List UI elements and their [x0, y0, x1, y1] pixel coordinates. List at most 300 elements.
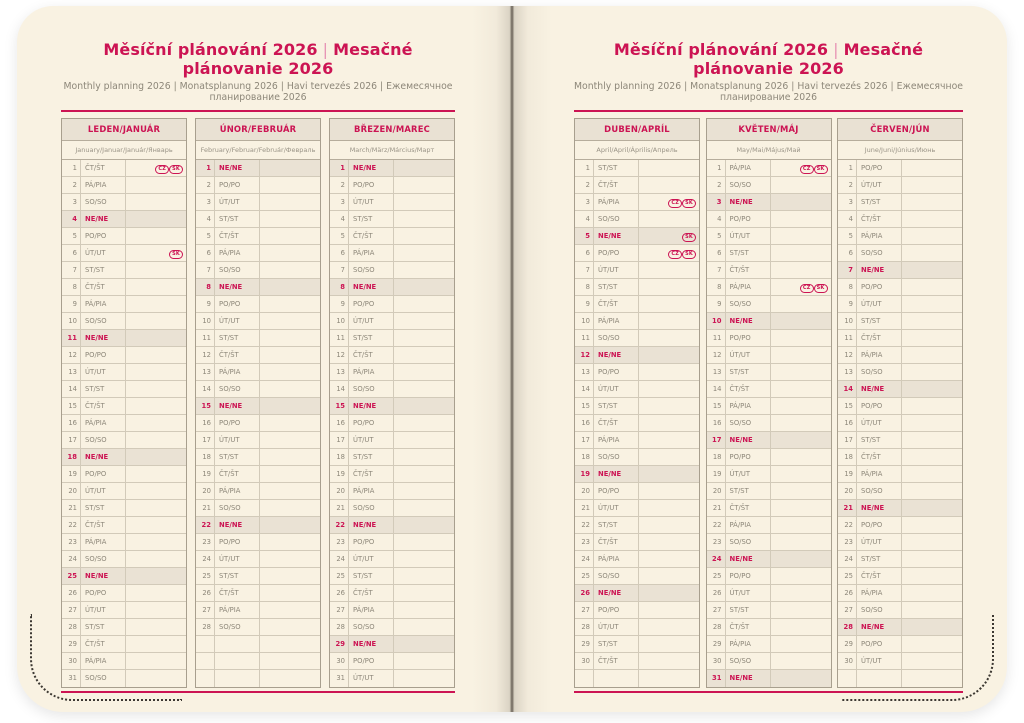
- notes-cell: [639, 432, 699, 448]
- day-row: [575, 381, 699, 398]
- notes-cell: [126, 500, 186, 516]
- weekday-label: NE/NE: [594, 585, 639, 601]
- day-number: 5: [575, 228, 594, 244]
- holiday-badge-sk: SK: [682, 233, 696, 242]
- weekday-label: NE/NE: [594, 228, 639, 244]
- notes-cell: [394, 432, 454, 448]
- weekday-label: [215, 636, 260, 652]
- weekday-label: SO/SO: [857, 602, 902, 618]
- notes-cell: [902, 228, 962, 244]
- day-number: 5: [330, 228, 349, 244]
- day-row: [707, 602, 831, 619]
- day-number: 25: [196, 568, 215, 584]
- day-number: 14: [838, 381, 857, 397]
- weekday-label: ST/ST: [215, 211, 260, 227]
- day-row: [62, 585, 186, 602]
- notes-cell: [260, 364, 320, 380]
- day-row: [838, 585, 962, 602]
- weekday-label: NE/NE: [857, 262, 902, 278]
- page-title: [61, 40, 455, 78]
- day-row: [707, 381, 831, 398]
- day-number: 23: [838, 534, 857, 550]
- day-number: 17: [707, 432, 726, 448]
- notes-cell: [771, 534, 831, 550]
- day-row: [575, 347, 699, 364]
- month-name: KVĚTEN/MÁJ: [707, 119, 831, 141]
- weekday-label: PO/PO: [81, 228, 126, 244]
- day-number: 27: [62, 602, 81, 618]
- day-row: [196, 381, 320, 398]
- day-row: [330, 636, 454, 653]
- day-row: [62, 160, 186, 177]
- weekday-label: NE/NE: [726, 313, 771, 329]
- weekday-label: ST/ST: [594, 398, 639, 414]
- day-row: [707, 279, 831, 296]
- day-number: 13: [707, 364, 726, 380]
- day-row: [330, 330, 454, 347]
- notes-cell: [126, 534, 186, 550]
- weekday-label: PÁ/PIA: [215, 483, 260, 499]
- notes-cell: [771, 228, 831, 244]
- notes-cell: [260, 619, 320, 635]
- day-row: [196, 500, 320, 517]
- day-number: 19: [330, 466, 349, 482]
- day-row: [62, 313, 186, 330]
- day-number: 13: [62, 364, 81, 380]
- day-row: [707, 670, 831, 687]
- holiday-badge-sk: SK: [814, 165, 828, 174]
- holiday-badge-sk: SK: [682, 199, 696, 208]
- weekday-label: PÁ/PIA: [857, 228, 902, 244]
- day-row: [575, 466, 699, 483]
- day-row: [707, 364, 831, 381]
- notes-cell: [639, 228, 699, 244]
- day-row: [330, 415, 454, 432]
- weekday-label: ÚT/UT: [81, 364, 126, 380]
- notes-cell: [771, 517, 831, 533]
- holiday-badge-cz: CZ: [800, 165, 814, 174]
- day-row: [707, 313, 831, 330]
- day-row: [575, 500, 699, 517]
- weekday-label: PÁ/PIA: [857, 466, 902, 482]
- notes-cell: [260, 296, 320, 312]
- notes-cell: [126, 330, 186, 346]
- notes-cell: [639, 534, 699, 550]
- day-number: 9: [196, 296, 215, 312]
- day-row: [330, 177, 454, 194]
- day-number: 3: [575, 194, 594, 210]
- day-row: [838, 517, 962, 534]
- month-table: [61, 118, 187, 688]
- day-number: 29: [838, 636, 857, 652]
- notes-cell: [394, 245, 454, 261]
- notes-cell: [902, 534, 962, 550]
- weekday-label: PÁ/PIA: [215, 245, 260, 261]
- weekday-label: SO/SO: [81, 551, 126, 567]
- day-row: [330, 160, 454, 177]
- month-name: BŘEZEN/MAREC: [330, 119, 454, 141]
- day-row: [707, 534, 831, 551]
- weekday-label: ST/ST: [594, 160, 639, 176]
- right-page-content: [574, 40, 963, 693]
- notes-cell: [639, 551, 699, 567]
- notes-cell: [394, 313, 454, 329]
- day-number: 17: [330, 432, 349, 448]
- notes-cell: [639, 670, 699, 687]
- weekday-label: SO/SO: [857, 364, 902, 380]
- day-row: [838, 347, 962, 364]
- weekday-label: ČT/ŠT: [349, 347, 394, 363]
- notes-cell: [394, 602, 454, 618]
- day-number: 23: [62, 534, 81, 550]
- day-row: [330, 670, 454, 687]
- page-title-czech: Měsíční plánování 2026: [613, 40, 829, 59]
- day-row: [838, 194, 962, 211]
- weekday-label: PÁ/PIA: [215, 364, 260, 380]
- holiday-badges: [682, 228, 696, 244]
- weekday-label: NE/NE: [349, 160, 394, 176]
- day-row: [330, 211, 454, 228]
- day-number: 28: [330, 619, 349, 635]
- day-row: [575, 364, 699, 381]
- notes-cell: [260, 466, 320, 482]
- weekday-label: ČT/ŠT: [857, 449, 902, 465]
- notes-cell: [639, 364, 699, 380]
- weekday-label: ÚT/UT: [726, 228, 771, 244]
- day-number: [196, 670, 215, 687]
- day-row: [196, 364, 320, 381]
- notes-cell: [639, 279, 699, 295]
- notes-cell: [771, 296, 831, 312]
- day-row: [196, 585, 320, 602]
- notes-cell: [639, 483, 699, 499]
- weekday-label: ÚT/UT: [349, 313, 394, 329]
- day-row: [330, 296, 454, 313]
- weekday-label: ČT/ŠT: [594, 653, 639, 669]
- notes-cell: [771, 653, 831, 669]
- day-number: 1: [838, 160, 857, 176]
- notes-cell: [260, 160, 320, 176]
- notes-cell: [260, 381, 320, 397]
- day-row: [62, 483, 186, 500]
- holiday-badges: [668, 194, 696, 210]
- notes-cell: [126, 262, 186, 278]
- notes-cell: [771, 568, 831, 584]
- day-row: [330, 381, 454, 398]
- day-number: 27: [838, 602, 857, 618]
- notes-cell: [394, 279, 454, 295]
- notes-cell: [260, 228, 320, 244]
- weekday-label: SO/SO: [594, 449, 639, 465]
- day-number: 5: [838, 228, 857, 244]
- weekday-label: ÚT/UT: [215, 194, 260, 210]
- notes-cell: [771, 245, 831, 261]
- months-row: [574, 118, 963, 688]
- weekday-label: ST/ST: [215, 330, 260, 346]
- weekday-label: NE/NE: [349, 636, 394, 652]
- day-row: [575, 602, 699, 619]
- day-row: [62, 500, 186, 517]
- day-number: 15: [62, 398, 81, 414]
- weekday-label: ČT/ŠT: [726, 262, 771, 278]
- day-row: [62, 262, 186, 279]
- day-row: [707, 432, 831, 449]
- day-row: [196, 602, 320, 619]
- day-row: [838, 466, 962, 483]
- day-row: [838, 262, 962, 279]
- notes-cell: [639, 619, 699, 635]
- notes-cell: [771, 364, 831, 380]
- weekday-label: PO/PO: [349, 534, 394, 550]
- weekday-label: ST/ST: [726, 364, 771, 380]
- day-row: [575, 653, 699, 670]
- weekday-label: NE/NE: [349, 517, 394, 533]
- day-number: 20: [196, 483, 215, 499]
- day-row: [575, 551, 699, 568]
- weekday-label: ÚT/UT: [594, 500, 639, 516]
- weekday-label: ČT/ŠT: [81, 279, 126, 295]
- day-number: 6: [330, 245, 349, 261]
- notes-cell: [394, 296, 454, 312]
- weekday-label: ST/ST: [594, 636, 639, 652]
- day-number: 19: [575, 466, 594, 482]
- notes-cell: [126, 245, 186, 261]
- day-row: [196, 466, 320, 483]
- day-number: 27: [330, 602, 349, 618]
- day-row: [62, 330, 186, 347]
- day-row: [62, 296, 186, 313]
- day-number: 5: [62, 228, 81, 244]
- day-row: [838, 432, 962, 449]
- day-number: [575, 670, 594, 687]
- notes-cell: [639, 415, 699, 431]
- weekday-label: PO/PO: [349, 653, 394, 669]
- notes-cell: [394, 262, 454, 278]
- notes-cell: [126, 177, 186, 193]
- notes-cell: [639, 262, 699, 278]
- notes-cell: [771, 619, 831, 635]
- day-row: [575, 194, 699, 211]
- day-row: [575, 177, 699, 194]
- day-number: 6: [196, 245, 215, 261]
- weekday-label: ÚT/UT: [215, 432, 260, 448]
- weekday-label: PO/PO: [215, 296, 260, 312]
- month-table: [329, 118, 455, 688]
- weekday-label: ČT/ŠT: [726, 500, 771, 516]
- day-row: [196, 177, 320, 194]
- weekday-label: ČT/ŠT: [857, 568, 902, 584]
- holiday-badge-sk: SK: [814, 284, 828, 293]
- notes-cell: [639, 245, 699, 261]
- weekday-label: PO/PO: [215, 177, 260, 193]
- day-number: 19: [62, 466, 81, 482]
- notes-cell: [126, 449, 186, 465]
- day-row: [62, 398, 186, 415]
- weekday-label: ÚT/UT: [726, 466, 771, 482]
- day-number: 4: [838, 211, 857, 227]
- day-number: 14: [707, 381, 726, 397]
- notes-cell: [394, 517, 454, 533]
- weekday-label: ST/ST: [726, 602, 771, 618]
- day-row: [330, 534, 454, 551]
- holiday-badge-cz: CZ: [800, 284, 814, 293]
- weekday-label: PO/PO: [857, 279, 902, 295]
- day-row: [196, 211, 320, 228]
- weekday-label: ÚT/UT: [857, 296, 902, 312]
- day-row: [838, 313, 962, 330]
- weekday-label: ÚT/UT: [81, 483, 126, 499]
- weekday-label: SO/SO: [349, 262, 394, 278]
- day-number: 14: [575, 381, 594, 397]
- page-title-czech: Měsíční plánování 2026: [103, 40, 318, 59]
- day-number: 26: [196, 585, 215, 601]
- month-translations: March/März/Március/Март: [330, 141, 454, 160]
- weekday-label: PO/PO: [857, 636, 902, 652]
- day-number: 10: [838, 313, 857, 329]
- notes-cell: [902, 432, 962, 448]
- day-row: [62, 517, 186, 534]
- weekday-label: PÁ/PIA: [215, 602, 260, 618]
- day-row: [330, 585, 454, 602]
- day-number: 1: [330, 160, 349, 176]
- weekday-label: ST/ST: [857, 194, 902, 210]
- day-number: 2: [62, 177, 81, 193]
- notes-cell: [394, 211, 454, 227]
- notes-cell: [394, 347, 454, 363]
- notes-cell: [771, 585, 831, 601]
- month-day-rows: [330, 160, 454, 687]
- day-row: [62, 432, 186, 449]
- notes-cell: [902, 483, 962, 499]
- notes-cell: [639, 381, 699, 397]
- weekday-label: ÚT/UT: [594, 381, 639, 397]
- day-row: [196, 619, 320, 636]
- notes-cell: [771, 177, 831, 193]
- day-number: 4: [575, 211, 594, 227]
- notes-cell: [639, 500, 699, 516]
- day-number: 16: [330, 415, 349, 431]
- weekday-label: ÚT/UT: [81, 602, 126, 618]
- day-number: 2: [838, 177, 857, 193]
- day-row: [330, 194, 454, 211]
- notes-cell: [771, 670, 831, 687]
- weekday-label: NE/NE: [215, 398, 260, 414]
- day-row: [196, 313, 320, 330]
- weekday-label: ÚT/UT: [349, 670, 394, 687]
- day-number: 19: [707, 466, 726, 482]
- weekday-label: PO/PO: [81, 585, 126, 601]
- notes-cell: [771, 330, 831, 346]
- day-row: [330, 483, 454, 500]
- notes-cell: [639, 194, 699, 210]
- day-row: [707, 330, 831, 347]
- header-divider-line: [61, 110, 455, 112]
- day-number: 29: [330, 636, 349, 652]
- day-number: 11: [838, 330, 857, 346]
- day-number: 27: [196, 602, 215, 618]
- day-row: [330, 568, 454, 585]
- day-row: [707, 398, 831, 415]
- weekday-label: SO/SO: [726, 534, 771, 550]
- weekday-label: NE/NE: [81, 568, 126, 584]
- weekday-label: ÚT/UT: [857, 177, 902, 193]
- day-number: [196, 636, 215, 652]
- weekday-label: ÚT/UT: [594, 619, 639, 635]
- day-row: [330, 432, 454, 449]
- weekday-label: NE/NE: [349, 398, 394, 414]
- day-number: 22: [575, 517, 594, 533]
- day-number: 26: [330, 585, 349, 601]
- day-number: 26: [707, 585, 726, 601]
- notes-cell: [126, 160, 186, 176]
- day-row: [575, 534, 699, 551]
- day-row: [575, 517, 699, 534]
- day-row: [62, 534, 186, 551]
- day-number: 11: [62, 330, 81, 346]
- notes-cell: [260, 313, 320, 329]
- day-number: 25: [838, 568, 857, 584]
- day-row: [196, 160, 320, 177]
- notes-cell: [260, 262, 320, 278]
- notes-cell: [260, 330, 320, 346]
- day-number: 4: [196, 211, 215, 227]
- weekday-label: ST/ST: [857, 313, 902, 329]
- weekday-label: ČT/ŠT: [594, 296, 639, 312]
- notes-cell: [902, 551, 962, 567]
- day-row: [707, 296, 831, 313]
- day-number: 18: [62, 449, 81, 465]
- day-row: [707, 517, 831, 534]
- day-number: 9: [330, 296, 349, 312]
- month-name: DUBEN/APRÍL: [575, 119, 699, 141]
- day-number: 6: [62, 245, 81, 261]
- holiday-badge-cz: CZ: [155, 165, 169, 174]
- notes-cell: [394, 483, 454, 499]
- weekday-label: PÁ/PIA: [594, 432, 639, 448]
- day-number: 23: [330, 534, 349, 550]
- weekday-label: ST/ST: [857, 551, 902, 567]
- day-number: 25: [62, 568, 81, 584]
- weekday-label: ČT/ŠT: [215, 228, 260, 244]
- weekday-label: PO/PO: [594, 483, 639, 499]
- day-number: 20: [330, 483, 349, 499]
- notes-cell: [394, 160, 454, 176]
- day-number: 31: [707, 670, 726, 687]
- notes-cell: [902, 296, 962, 312]
- day-number: 25: [707, 568, 726, 584]
- day-row: [707, 245, 831, 262]
- weekday-label: NE/NE: [81, 449, 126, 465]
- day-row: [196, 228, 320, 245]
- day-number: 21: [838, 500, 857, 516]
- title-separator: |: [322, 40, 329, 59]
- day-number: 6: [838, 245, 857, 261]
- day-number: 27: [707, 602, 726, 618]
- weekday-label: ČT/ŠT: [349, 466, 394, 482]
- day-number: 31: [330, 670, 349, 687]
- left-page: [17, 6, 511, 712]
- weekday-label: ST/ST: [81, 500, 126, 516]
- day-row: [838, 415, 962, 432]
- weekday-label: PO/PO: [726, 568, 771, 584]
- weekday-label: ČT/ŠT: [215, 466, 260, 482]
- day-row: [196, 347, 320, 364]
- weekday-label: SO/SO: [215, 262, 260, 278]
- day-row: [838, 449, 962, 466]
- day-number: 2: [330, 177, 349, 193]
- weekday-label: [215, 653, 260, 669]
- day-row: [196, 432, 320, 449]
